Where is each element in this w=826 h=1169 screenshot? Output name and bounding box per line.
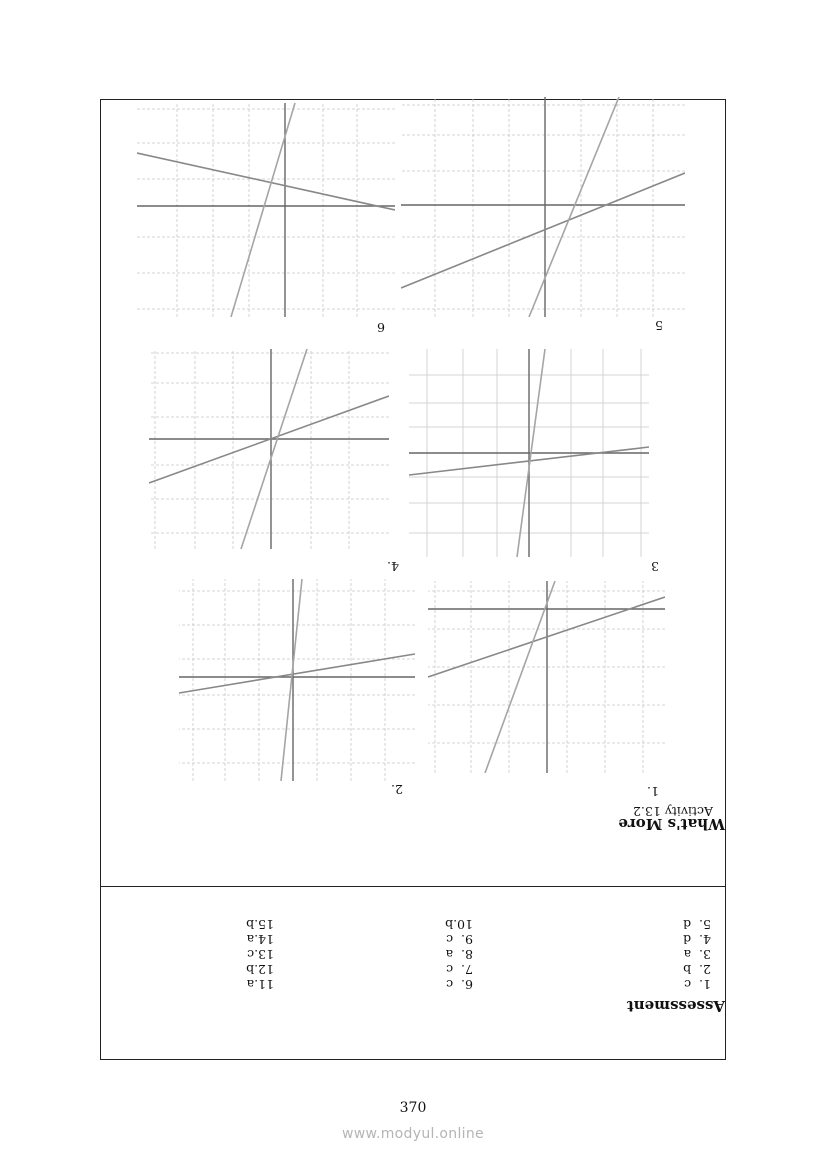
answer-item: 4. d bbox=[683, 932, 711, 947]
answer-item: 14.a bbox=[246, 932, 274, 947]
answers-column-1 bbox=[683, 917, 711, 992]
graph-label-4: 4. bbox=[387, 559, 399, 574]
graph-1 bbox=[428, 581, 665, 773]
answer-item: 13.c bbox=[247, 947, 274, 962]
answer-item: 1. c bbox=[684, 977, 711, 992]
answer-item: 3. a bbox=[683, 947, 711, 962]
graph-label-3: 3 bbox=[651, 559, 659, 574]
graph-5 bbox=[401, 97, 685, 317]
whats-more-title: What's More bbox=[618, 815, 725, 833]
assessment-title: Assessment bbox=[626, 997, 725, 1015]
answer-key-panel bbox=[100, 99, 726, 1060]
page-number: 370 bbox=[399, 1100, 427, 1116]
answers-column-3 bbox=[246, 917, 274, 992]
graph-6 bbox=[137, 103, 395, 317]
answer-item: 2. b bbox=[683, 962, 711, 977]
answer-item: 5. d bbox=[683, 917, 711, 932]
graph-label-1: 1. bbox=[647, 784, 659, 799]
activity-label: Activity 13.2 bbox=[633, 804, 713, 819]
graph-label-6: 6 bbox=[377, 320, 385, 335]
answer-item: 8. a bbox=[445, 947, 473, 962]
answers-column-2 bbox=[445, 917, 473, 992]
graph-3 bbox=[409, 349, 649, 557]
graph-label-2: 2. bbox=[391, 782, 403, 797]
watermark-url: www.modyul.online bbox=[342, 1126, 484, 1142]
answer-item: 11.a bbox=[246, 977, 274, 992]
answer-item: 9. c bbox=[446, 932, 473, 947]
answer-item: 7. c bbox=[446, 962, 473, 977]
answer-item: 12.b bbox=[246, 962, 274, 977]
graph-label-5: 5 bbox=[655, 318, 663, 333]
answer-item: 6. c bbox=[446, 977, 473, 992]
answer-item: 15.b bbox=[246, 917, 274, 932]
graph-2 bbox=[179, 579, 415, 781]
graph-4 bbox=[149, 349, 389, 549]
answer-item: 10.b bbox=[445, 917, 473, 932]
section-divider bbox=[100, 886, 726, 887]
